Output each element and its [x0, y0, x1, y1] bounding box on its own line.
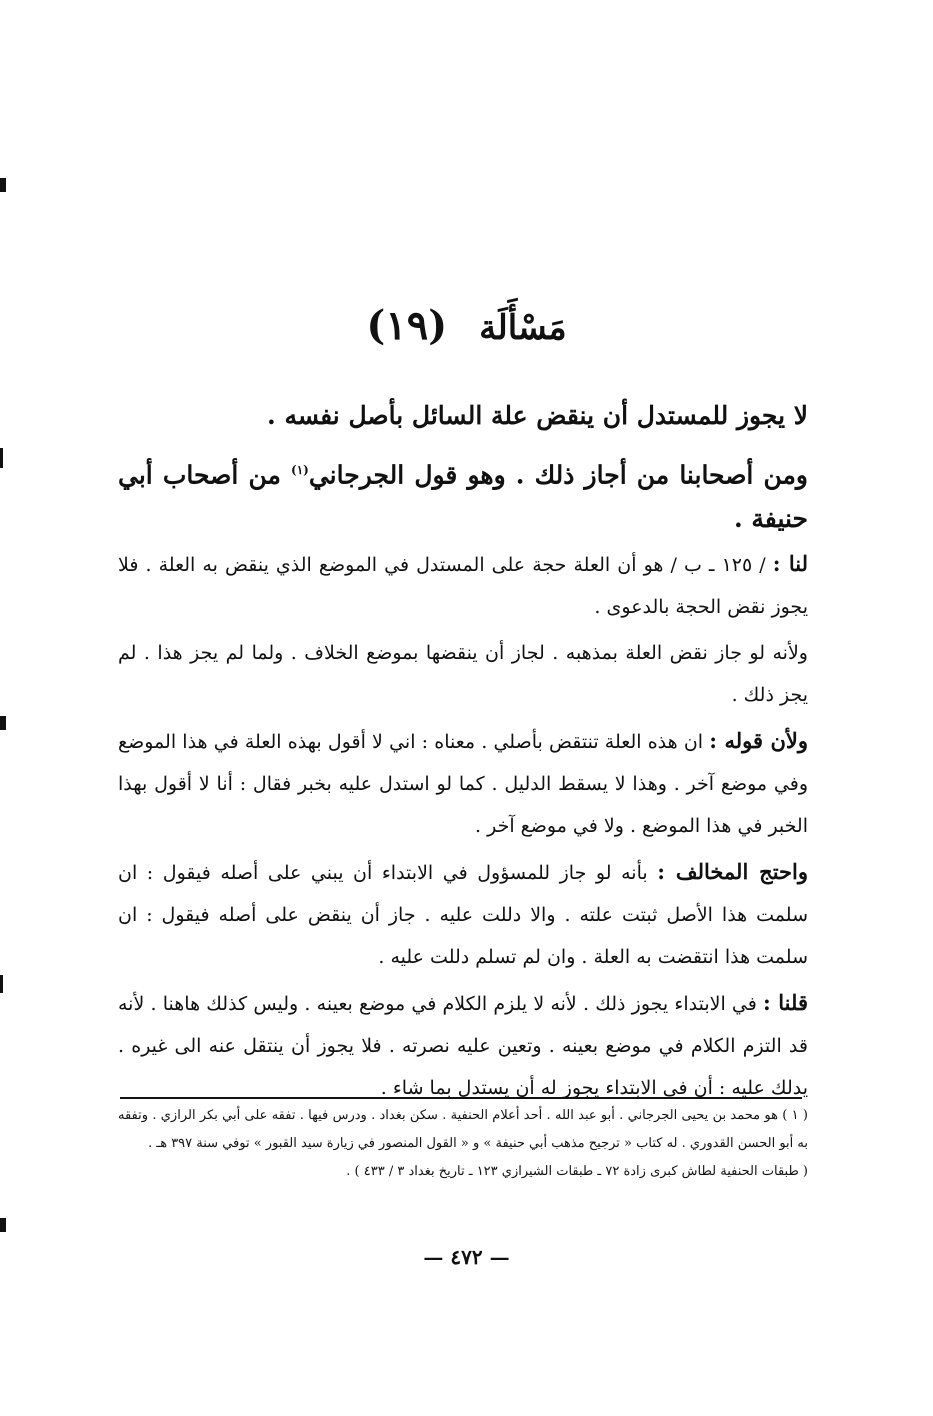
paragraph-5-text: ان هذه العلة تنتقض بأصلي . معناه : اني لا أقول بهذه العلة في هذا الموضع وفي موضع آخر . وهذا لا يسقط الدليل . كما لو استدل عليه بخبر فقال : أنا لا أقول بهذا الخبر في هذا الموضع . ولا في موضع آخر .	[118, 731, 808, 838]
footnote-ref: (١)	[291, 463, 309, 477]
paragraph-5-lead: ولأن قوله :	[709, 728, 808, 754]
paragraph-7-text: في الابتداء يجوز ذلك . لأنه لا يلزم الكلام في موضع بعينه . وليس كذلك هاهنا . لأنه قد التزم الكلام في موضع بعينه . وتعين عليه نصرته . فلا يجوز أن ينتقل عنه الى غيره . يدلك عليه : أن في الابتداء يجوز له أن يستدل بما شاء .	[118, 993, 808, 1100]
scan-edge-mark	[0, 1218, 6, 1232]
paragraph-5	[118, 720, 808, 847]
scan-edge-mark	[0, 975, 3, 993]
scan-edge-mark	[0, 448, 3, 468]
paragraph-6-text: بأنه لو جاز للمسؤول في الابتداء أن يبني على أصله فيقول : ان سلمت هذا الأصل ثبتت علته . والا دللت عليه . جاز أن ينقض على أصله فيقول : ان سلمت هذا انتقضت به العلة . وان لم تسلم دللت عليه .	[118, 862, 808, 969]
paragraph-6	[118, 851, 808, 978]
heading-word: مَسْأَلَة	[479, 308, 567, 348]
footnote-sources: ( طبقات الحنفية لطاش كبرى زادة ٧٢ ـ طبقات الشيرازي ١٢٣ ـ تاريخ بغداد ٣ / ٤٣٣ ) .	[346, 1164, 808, 1179]
paragraph-7-lead: قلنا :	[763, 990, 808, 1016]
section-heading	[0, 296, 933, 358]
paragraph-4: ولأنه لو جاز نقض العلة بمذهبه . لجاز أن ينقضها بموضع الخلاف . ولما لم يجز هذا . لم يجز ذلك .	[118, 642, 808, 707]
paragraph-2-text-end: من أصحاب أبي حنيفة .	[118, 460, 808, 534]
heading-number: (١٩)	[366, 302, 448, 349]
paragraph-2-text: ومن أصحابنا من أجاز ذلك . وهو قول الجرجاني	[308, 460, 808, 490]
main-text	[118, 394, 808, 1109]
page-number: — ٤٧٢ —	[423, 1245, 510, 1269]
paragraph-1: لا يجوز للمستدل أن ينقض علة السائل بأصل نفسه .	[267, 401, 808, 430]
paragraph-7	[118, 982, 808, 1109]
paragraph-3-lead: لنا :	[772, 551, 808, 577]
footnote-divider	[120, 1097, 802, 1099]
paragraph-3-text: / ١٢٥ ـ ب / هو أن العلة حجة على المستدل في الموضع الذي ينقض به العلة . فلا يجوز نقض الحجة بالدعوى .	[118, 554, 808, 619]
paragraph-6-lead: واحتج المخالف :	[657, 859, 808, 885]
paragraph-2	[118, 448, 808, 541]
scan-edge-mark	[0, 716, 6, 730]
scan-edge-mark	[0, 178, 6, 192]
footnote-1: ( ١ ) هو محمد بن يحيى الجرجاني . أبو عبد الله . أحد أعلام الحنفية . سكن بغداد . ودرس فيها . تفقه على أبي بكر الرازي . وتفقه به أبو الحسن القدوري . له كتاب « ترجيح مذهب أبي حنيفة » و « القول المنصور في زيارة سيد القبور » توفي سنة ٣٩٧ هـ .	[118, 1108, 808, 1151]
paragraph-3	[118, 543, 808, 628]
footnotes	[118, 1102, 808, 1186]
